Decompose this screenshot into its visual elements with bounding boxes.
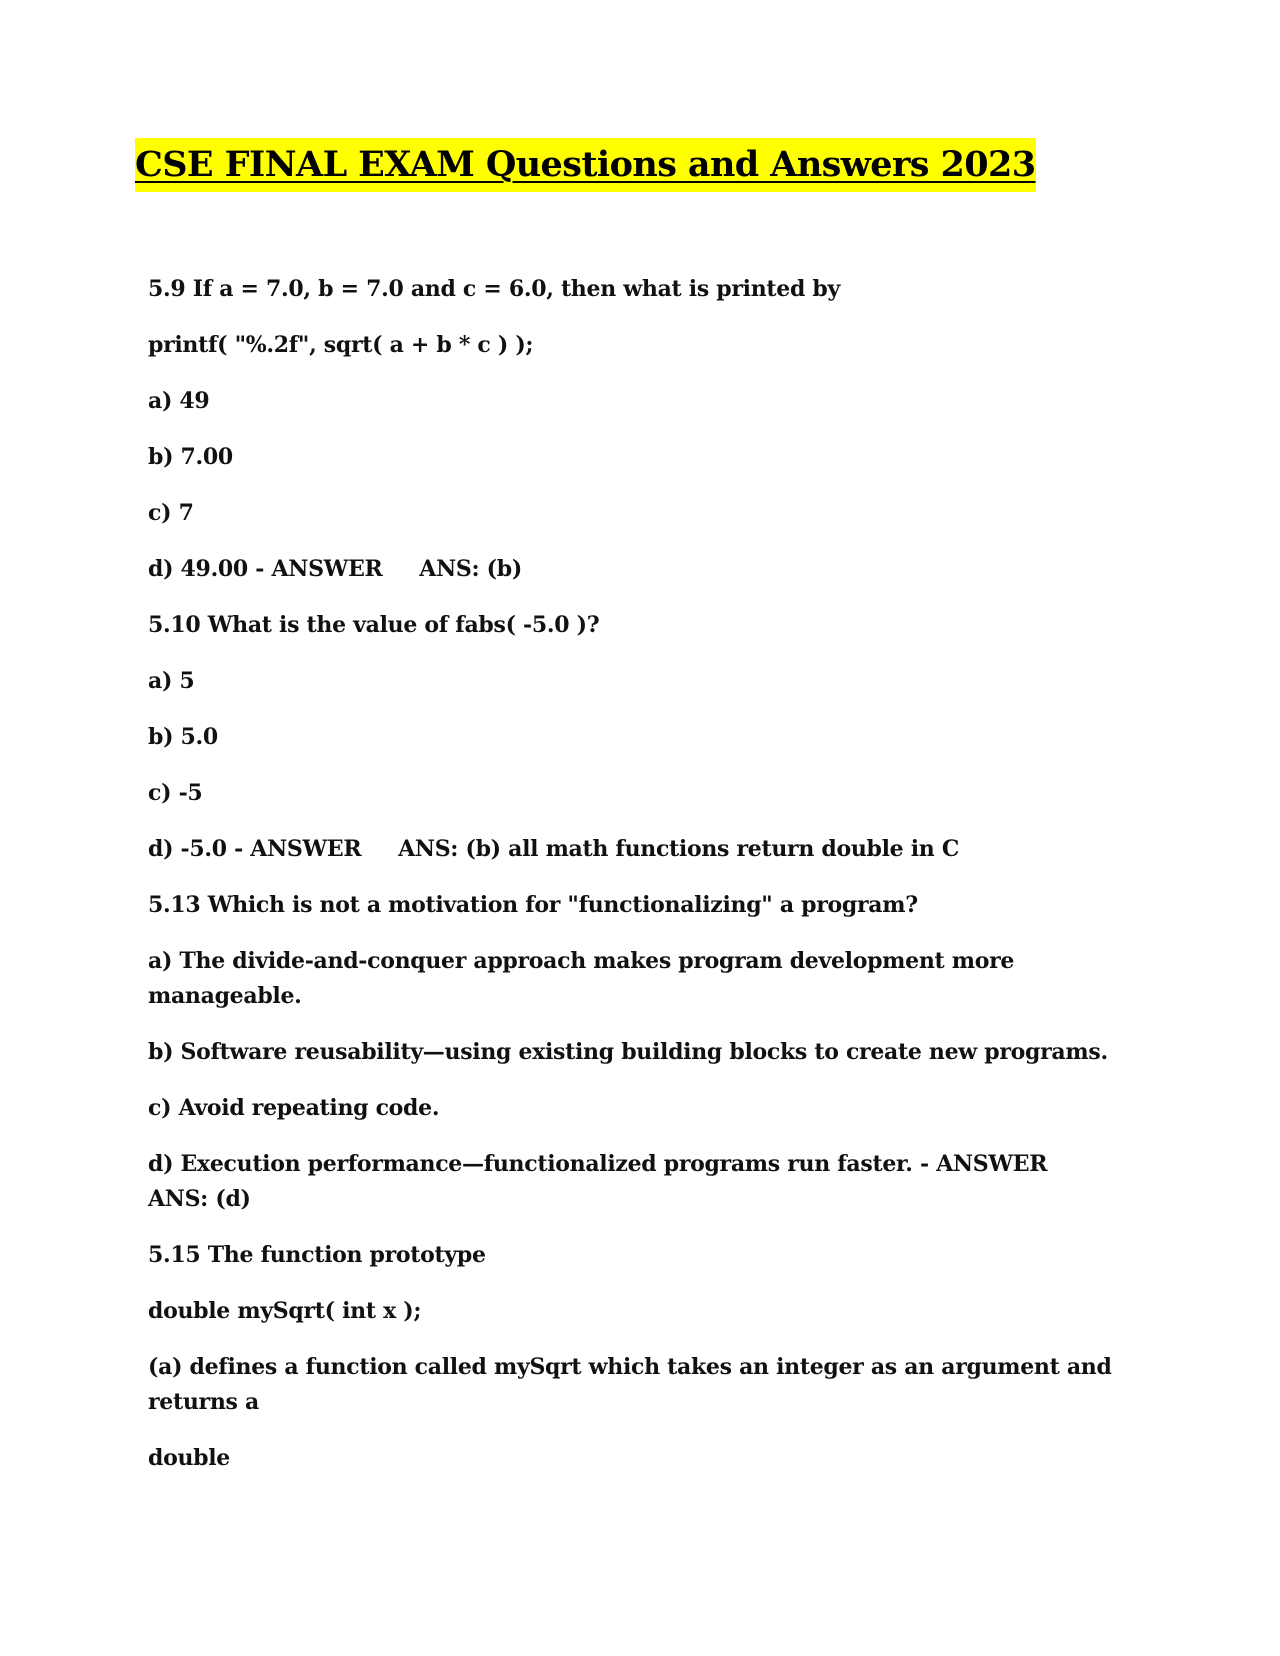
question-5-10-option-a: a) 5 [148, 668, 195, 694]
question-5-15-code: double mySqrt( int x ); [148, 1298, 422, 1324]
question-5-13-option-d-answer: d) Execution performance—functionalized programs run faster. - ANSWER ANS: (d) [148, 1151, 1085, 1212]
question-5-9-option-a: a) 49 [148, 388, 210, 414]
question-5-10-option-c: c) -5 [148, 780, 203, 806]
question-5-13-option-b: b) Software reusability—using existing building blocks to create new programs. [148, 1039, 1108, 1065]
question-5-15-stem: 5.15 The function prototype [148, 1242, 486, 1268]
question-5-9-code: printf( "%.2f", sqrt( a + b * c ) ); [148, 332, 534, 358]
title-container [135, 138, 1036, 192]
question-5-9-option-b: b) 7.00 [148, 444, 233, 470]
question-5-13-option-a: a) The divide-and-conquer approach makes program development more manageable. [148, 948, 1022, 1009]
question-5-9-option-d-answer: d) 49.00 - ANSWER ANS: (b) [148, 556, 522, 582]
question-5-10-option-d-answer: d) -5.0 - ANSWER ANS: (b) all math functions return double in C [148, 836, 960, 862]
document-title: CSE FINAL EXAM Questions and Answers 2023 [135, 138, 1036, 192]
document-body [148, 272, 1128, 1497]
question-5-15-option-a: (a) defines a function called mySqrt which takes an integer as an argument and returns a [148, 1354, 1119, 1415]
question-5-10-option-b: b) 5.0 [148, 724, 218, 750]
question-5-9-option-c: c) 7 [148, 500, 194, 526]
question-5-10-stem: 5.10 What is the value of fabs( -5.0 )? [148, 612, 600, 638]
question-5-9-stem: 5.9 If a = 7.0, b = 7.0 and c = 6.0, then what is printed by [148, 276, 840, 302]
question-5-13-option-c: c) Avoid repeating code. [148, 1095, 440, 1121]
question-5-13-stem: 5.13 Which is not a motivation for "functionalizing" a program? [148, 892, 918, 918]
question-5-15-option-a-continued: double [148, 1445, 230, 1471]
